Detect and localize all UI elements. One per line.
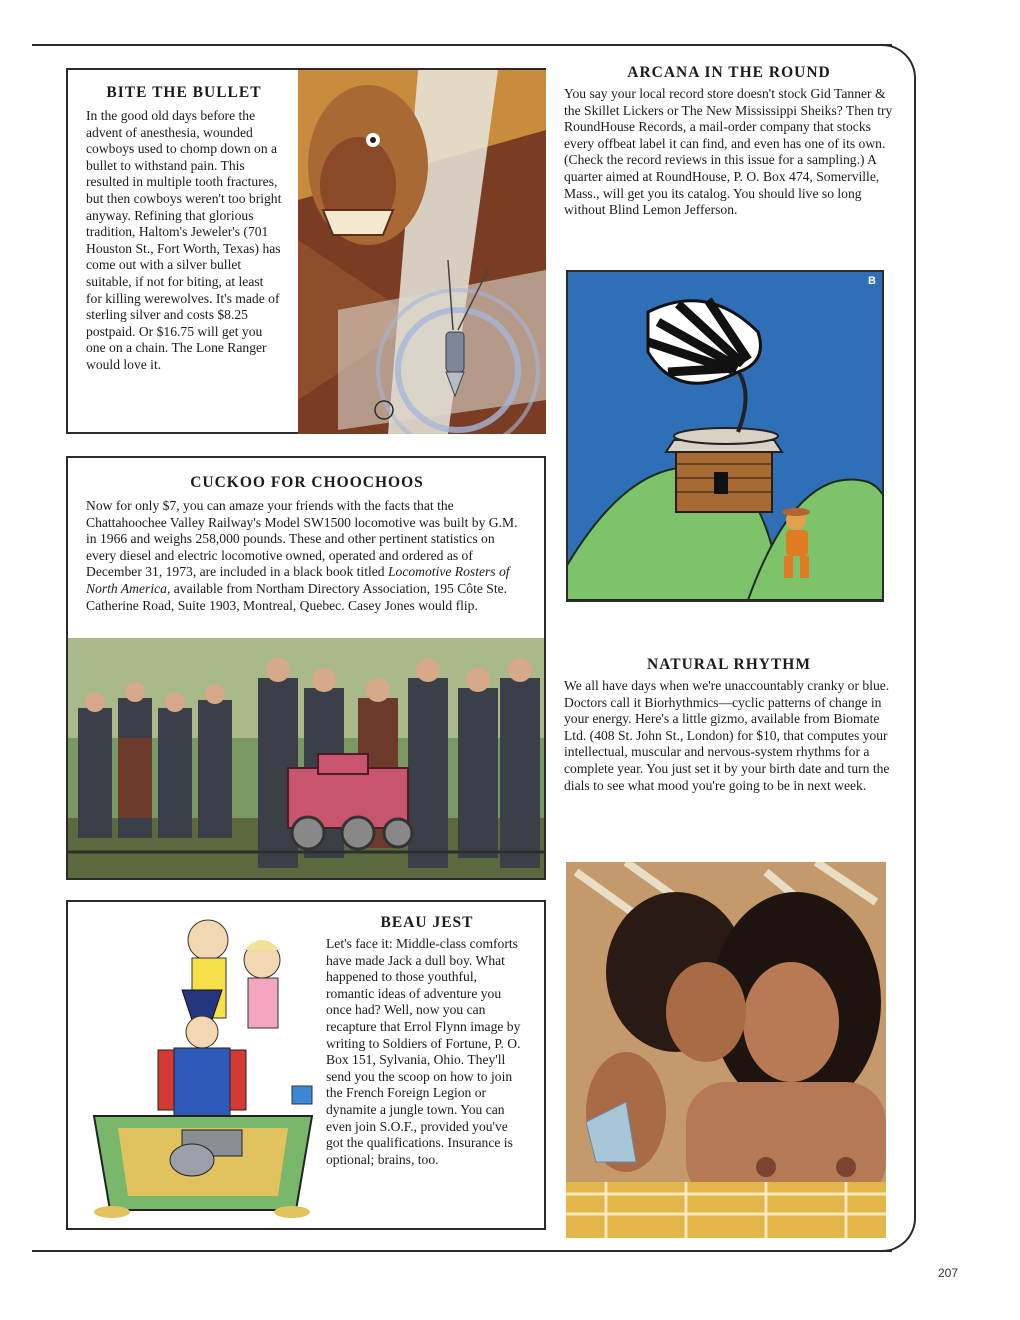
legionnaire-sandbox-illustration (82, 910, 322, 1222)
beau-jest-panel (66, 900, 546, 1230)
rhythm-title: NATURAL RHYTHM (647, 656, 811, 673)
railway-painting (68, 638, 544, 878)
rhythm-body: We all have days when we're unaccountably cranky or blue. Doctors call it Biorhythmics—cyclic patterns of change in your energy. Here's a little gizmo, available from Biomate Ltd. (408 St. John St., London) for $10, that computes your intellectual, muscular and nervous-system rhythms for a complete year. You just set it by your birth date and turn the dials to see what mood you're going to be in next week. (564, 678, 890, 793)
bite-title: BITE THE BULLET (106, 84, 262, 101)
arcana-article (564, 64, 894, 219)
page-number: 207 (938, 1266, 959, 1280)
arcana-title: ARCANA IN THE ROUND (627, 64, 831, 81)
natural-rhythm-article (564, 656, 894, 794)
cuckoo-body: Now for only $7, you can amaze your friends with the facts that the Chattahoochee Valley Railway's Model SW1500 locomotive was built by G.M. in 1966 and weighs 258,000 pounds. These and other pertinent statistics on every diesel and electric locomotive owned, operated and ordered as of December 31, 1973, are included in a black book titled Locomotive Rosters of North America, available from Northam Directory Association, 195 Côte Ste. Catherine Road, Suite 1903, Montreal, Quebec. Casey Jones would flip. (86, 498, 518, 613)
beau-title: BEAU JEST (380, 914, 474, 931)
cuckoo-panel (66, 456, 546, 880)
beau-body: Let's face it: Middle-class comforts have made Jack a dull boy. What happened to those youthful, romantic ideas of adventure you once had? Well, now you can recapture that Errol Flynn image by writing to Soldiers of Fortune, P. O. Box 151, Sylvania, Ohio. They'll send you the scoop on how to join the French Foreign Legion or dynamite a jungle town. You can even join S.O.F., provided you've got the qualifications. Insurance is optional; brains, too. (326, 936, 521, 1167)
cuckoo-title: CUCKOO FOR CHOOCHOOS (190, 474, 424, 491)
page-frame-top-rule (32, 44, 892, 46)
arcana-body: You say your local record store doesn't stock Gid Tanner & the Skillet Lickers or The New Mississippi Sheiks? Then try RoundHouse Records, a mail-order company that stocks every offbeat label it can find, and even has one of its own. (Check the record reviews in this issue for a sampling.) A quarter aimed at RoundHouse, P. O. Box 474, Somerville, Mass., will get you its catalog. You should live so long without Blind Lemon Jefferson. (564, 86, 893, 218)
werewolf-illustration (298, 70, 546, 434)
book-title: Locomotive Rosters of North America (86, 564, 510, 596)
couple-photo (566, 862, 886, 1238)
illustration-letter-b: B (868, 275, 876, 287)
bite-body: In the good old days before the advent of anesthesia, wounded cowboys used to chomp down on a bullet to withstand pain. This resulted in multiple tooth fractures, but then cowboys weren't too bright anyway. Refining that glorious tradition, Haltom's Jeweler's (701 Houston St., Fort Worth, Texas) has come out with a silver bullet suitable, if not for biting, at least for killing werewolves. It's made of sterling silver and costs $8.25 postpaid. Or $16.75 will get you one on a chain. The Lone Ranger would love it. (86, 108, 282, 372)
bite-the-bullet-panel (66, 68, 546, 434)
phonograph-cabin-illustration (566, 270, 884, 602)
page-frame-bottom-rule (32, 1250, 892, 1252)
